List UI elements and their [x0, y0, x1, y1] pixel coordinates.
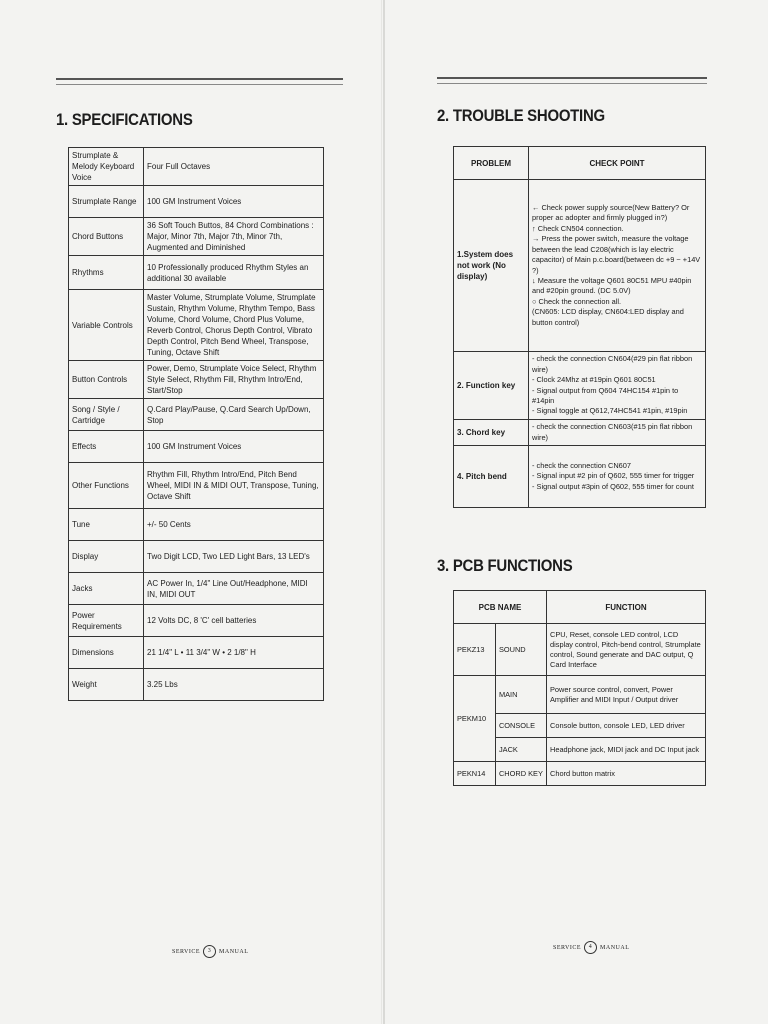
- check-point-line: ↑ Check CN504 connection.: [532, 223, 624, 233]
- pcb-function-cell: CPU, Reset, console LED control, LCD display control, Pitch-bend control, Strumplate control, Sound generate and DAC output, Q Card Interface: [547, 624, 706, 676]
- spec-value: Q.Card Play/Pause, Q.Card Search Up/Down, Stop: [144, 399, 324, 431]
- pcb-function-cell: Headphone jack, MIDI jack and DC Input jack: [547, 738, 706, 762]
- spec-label: Power Requirements: [69, 605, 144, 637]
- spec-row: [69, 256, 324, 290]
- check-point-line: → Press the power switch, measure the voltage between the lead C208(which is lay electric capacitor) of Main p.c.board(between dc +9 ~ +14V ?): [532, 234, 701, 275]
- spec-label: Dimensions: [69, 637, 144, 669]
- pcb-board-cell: PEKM10: [454, 676, 496, 762]
- spec-value: +/- 50 Cents: [144, 509, 324, 541]
- spec-label: Variable Controls: [69, 290, 144, 361]
- check-point-header: CHECK POINT: [529, 147, 706, 180]
- spec-row: [69, 186, 324, 218]
- check-point-line: ○ Check the connection all.: [532, 296, 622, 306]
- function-header: FUNCTION: [547, 591, 706, 624]
- spec-row: [69, 431, 324, 463]
- spec-row: [69, 605, 324, 637]
- pcb-row: [454, 762, 706, 786]
- spec-row: [69, 637, 324, 669]
- problem-cell: 1.System does not work (No display): [454, 180, 529, 352]
- pcb-part-cell: MAIN: [495, 676, 546, 714]
- spec-label: Rhythms: [69, 256, 144, 290]
- specifications-heading: 1. SPECIFICATIONS: [56, 110, 193, 129]
- spec-row: [69, 290, 324, 361]
- spec-value: Two Digit LCD, Two LED Light Bars, 13 LED's: [144, 541, 324, 573]
- spec-label: Strumplate & Melody Keyboard Voice: [69, 148, 144, 186]
- spec-label: Song / Style / Cartridge: [69, 399, 144, 431]
- trouble-shooting-heading: 2. TROUBLE SHOOTING: [437, 106, 605, 125]
- check-point-line: - check the connection CN603(#15 pin flat ribbon wire): [532, 422, 693, 442]
- trouble-row: [454, 180, 706, 352]
- spec-label: Strumplate Range: [69, 186, 144, 218]
- spec-row: [69, 669, 324, 701]
- check-point-line: - check the connection CN604(#29 pin flat ribbon wire): [532, 354, 693, 374]
- spec-label: Jacks: [69, 573, 144, 605]
- trouble-shooting-table: [453, 146, 706, 508]
- spec-label: Button Controls: [69, 361, 144, 399]
- pcb-board-cell: PEKN14: [454, 762, 496, 786]
- spec-row: [69, 148, 324, 186]
- spec-row: [69, 361, 324, 399]
- footer-left: [172, 945, 248, 958]
- spec-value: 12 Volts DC, 8 'C' cell batteries: [144, 605, 324, 637]
- pcb-functions-table: [453, 590, 706, 786]
- pcb-function-cell: Console button, console LED, LED driver: [547, 714, 706, 738]
- check-point-line: (CN605: LCD display, CN604:LED display and button control): [532, 307, 684, 327]
- pcb-function-cell: Power source control, convert, Power Amplifier and MIDI Input / Output driver: [547, 676, 706, 714]
- check-point-cell: [529, 420, 706, 446]
- pcb-part-cell: JACK: [495, 738, 546, 762]
- spec-row: [69, 218, 324, 256]
- spec-value: 100 GM Instrument Voices: [144, 186, 324, 218]
- trouble-row: [454, 352, 706, 420]
- pcb-part-cell: SOUND: [495, 624, 546, 676]
- problem-cell: 2. Function key: [454, 352, 529, 420]
- spec-value: 10 Professionally produced Rhythm Styles an additional 30 available: [144, 256, 324, 290]
- header-rule-left: [56, 78, 343, 85]
- spec-value: 21 1/4" L • 11 3/4" W • 2 1/8" H: [144, 637, 324, 669]
- check-point-cell: [529, 180, 706, 352]
- trouble-row: [454, 420, 706, 446]
- pcb-row: [454, 624, 706, 676]
- page-number: 4: [584, 941, 597, 954]
- pcb-row: [454, 676, 706, 714]
- spec-value: 3.25 Lbs: [144, 669, 324, 701]
- header-rule-right: [437, 77, 707, 84]
- spec-value: Master Volume, Strumplate Volume, Strumplate Sustain, Rhythm Volume, Rhythm Tempo, Bass Volume, Chord Volume, Chord Plus Volume, Reverb Control, Chorus Depth Control, Vibrato Depth Control, Pitch Bend Wheel, Transpose, Tuning, Octave Shift: [144, 290, 324, 361]
- check-point-line: - Signal input #2 pin of Q602, 555 timer for trigger: [532, 471, 695, 481]
- check-point-line: - Signal output #3pin of Q602, 555 timer for count: [532, 481, 694, 491]
- pcb-function-cell: Chord button matrix: [547, 762, 706, 786]
- page-number: 3: [203, 945, 216, 958]
- pcb-part-cell: CHORD KEY: [495, 762, 546, 786]
- spec-row: [69, 573, 324, 605]
- spec-value: Rhythm Fill, Rhythm Intro/End, Pitch Bend Wheel, MIDI IN & MIDI OUT, Transpose, Tuning, Octave Shift: [144, 463, 324, 509]
- check-point-cell: [529, 446, 706, 508]
- check-point-line: - Signal toggle at Q612,74HC541 #1pin, #19pin: [532, 406, 688, 416]
- spec-label: Effects: [69, 431, 144, 463]
- spec-label: Tune: [69, 509, 144, 541]
- footer-service: SERVICE: [553, 944, 582, 951]
- problem-header: PROBLEM: [454, 147, 529, 180]
- spec-label: Other Functions: [69, 463, 144, 509]
- pcb-name-header: PCB NAME: [454, 591, 547, 624]
- pcb-functions-heading: 3. PCB FUNCTIONS: [437, 556, 573, 575]
- page-gutter-shadow: [381, 0, 382, 1024]
- pcb-part-cell: CONSOLE: [495, 714, 546, 738]
- check-point-line: - Clock 24Mhz at #19pin Q601 80C51: [532, 375, 656, 385]
- spec-row: [69, 509, 324, 541]
- spec-value: Four Full Octaves: [144, 148, 324, 186]
- footer-manual: MANUAL: [219, 948, 249, 955]
- spec-row: [69, 399, 324, 431]
- spec-label: Weight: [69, 669, 144, 701]
- spec-value: 100 GM Instrument Voices: [144, 431, 324, 463]
- spec-label: Chord Buttons: [69, 218, 144, 256]
- page-gutter: [383, 0, 385, 1024]
- specifications-table: [68, 147, 324, 701]
- check-point-line: ↓ Measure the voltage Q601 80C51 MPU #40pin and #20pin ground. (DC 5.0V): [532, 275, 692, 296]
- footer-right: [553, 941, 629, 954]
- spec-label: Display: [69, 541, 144, 573]
- spec-value: AC Power In, 1/4" Line Out/Headphone, MIDI IN, MIDI OUT: [144, 573, 324, 605]
- check-point-cell: [529, 352, 706, 420]
- check-point-line: - check the connection CN607: [532, 460, 632, 470]
- spec-row: [69, 463, 324, 509]
- problem-cell: 4. Pitch bend: [454, 446, 529, 508]
- check-point-line: - Signal output from Q604 74HC154 #1pin to #14pin: [532, 385, 679, 405]
- trouble-row: [454, 446, 706, 508]
- footer-service: SERVICE: [172, 948, 201, 955]
- spec-value: 36 Soft Touch Buttos, 84 Chord Combinations : Major, Minor 7th, Major 7th, Minor 7th, Augmented and Diminished: [144, 218, 324, 256]
- footer-manual: MANUAL: [600, 944, 630, 951]
- spec-value: Power, Demo, Strumplate Voice Select, Rhythm Style Select, Rhythm Fill, Rhythm Intro/End, Start/Stop: [144, 361, 324, 399]
- problem-cell: 3. Chord key: [454, 420, 529, 446]
- check-point-line: ← Check power supply source(New Battery? Or proper ac adopter and firmly plugged in?): [532, 203, 690, 223]
- spec-row: [69, 541, 324, 573]
- pcb-board-cell: PEKZ13: [454, 624, 496, 676]
